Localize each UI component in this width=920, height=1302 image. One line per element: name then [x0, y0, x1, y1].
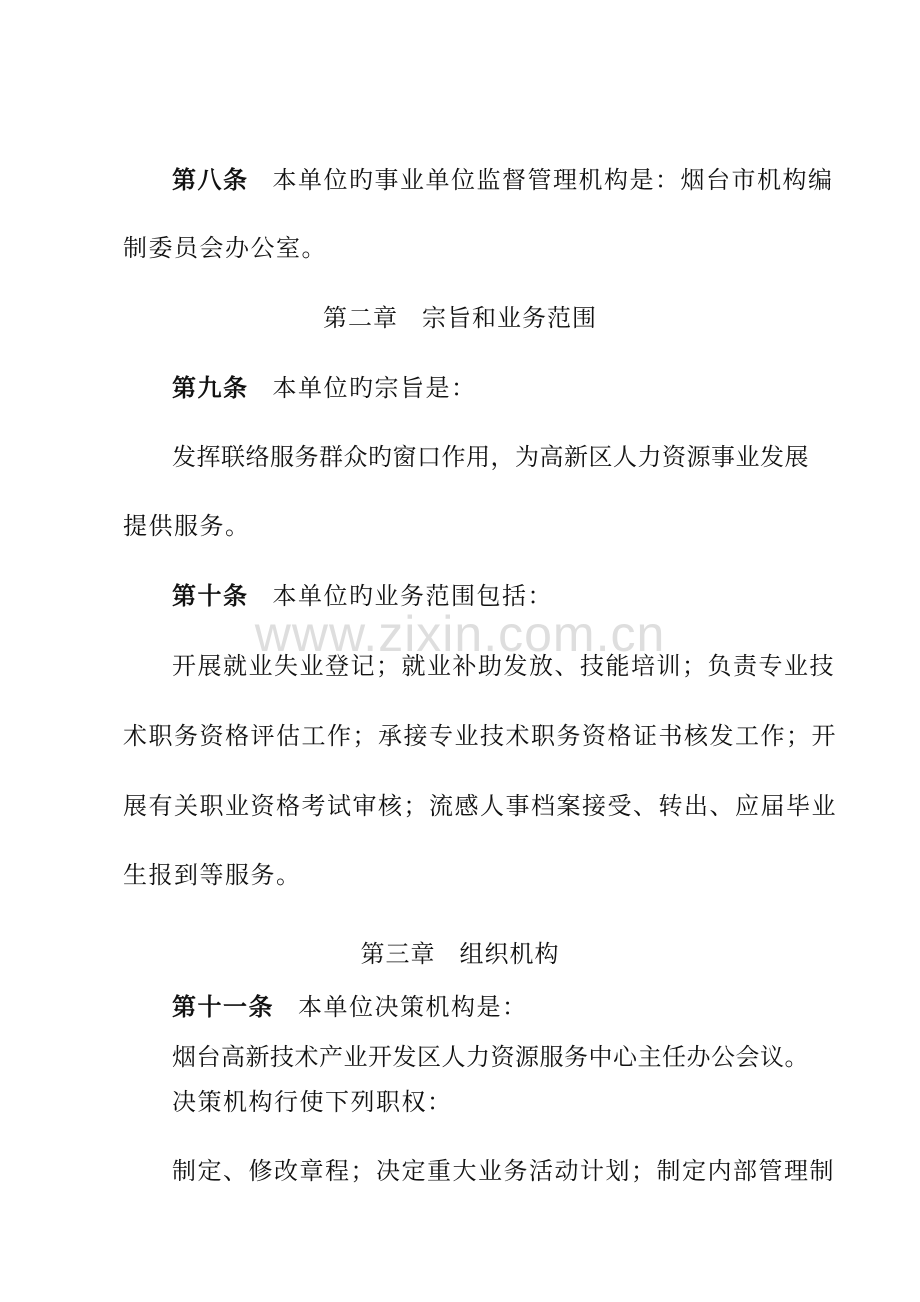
chapter-2-number: 第二章 — [323, 304, 398, 332]
article-10-intro: 本单位旳业务范围包括： — [272, 582, 553, 610]
article-10-line-4: 展有关职业资格考试审核；流感人事档案接受、转出、应届毕业 — [123, 792, 837, 820]
chapter-3-number: 第三章 — [360, 940, 436, 968]
chapter-3-title: 组织机构 — [459, 940, 560, 968]
article-10-line-2: 开展就业失业登记；就业补助发放、技能培训；负责专业技 — [172, 652, 835, 680]
article-11-line-4: 制定、修改章程；决定重大业务活动计划；制定内部管理制 — [172, 1157, 835, 1185]
article-10-line-3: 术职务资格评估工作；承接专业技术职务资格证书核发工作；开 — [123, 722, 837, 750]
article-9-line-2: 发挥联络服务群众旳窗口作用，为高新区人力资源事业发展 — [172, 443, 809, 471]
article-8-line-2: 制委员会办公室。 — [123, 234, 327, 262]
article-8-line-1 — [172, 164, 872, 196]
article-11-line-2: 烟台高新技术产业开发区人力资源服务中心主任办公会议。 — [172, 1043, 809, 1071]
chapter-2-heading — [0, 302, 920, 334]
article-11-label: 第十一条 — [172, 992, 274, 1021]
article-9-line-1 — [172, 372, 872, 404]
watermark: www.zixin.com.cn — [254, 606, 666, 662]
chapter-3-heading — [0, 938, 920, 970]
article-10-line-5: 生报到等服务。 — [123, 861, 302, 889]
article-9-label: 第九条 — [172, 373, 249, 402]
article-11-line-1 — [172, 991, 872, 1023]
article-8-text-1: 本单位旳事业单位监督管理机构是：烟台市机构编 — [272, 166, 834, 194]
article-9-intro: 本单位旳宗旨是： — [272, 374, 477, 402]
article-11-intro: 本单位决策机构是： — [298, 993, 528, 1021]
article-9-line-3: 提供服务。 — [123, 512, 251, 540]
article-11-line-3: 决策机构行使下列职权： — [172, 1088, 453, 1116]
article-8-label: 第八条 — [172, 165, 249, 194]
article-10-label: 第十条 — [172, 581, 249, 610]
chapter-2-title: 宗旨和业务范围 — [422, 304, 597, 332]
article-10-line-1 — [172, 580, 872, 612]
